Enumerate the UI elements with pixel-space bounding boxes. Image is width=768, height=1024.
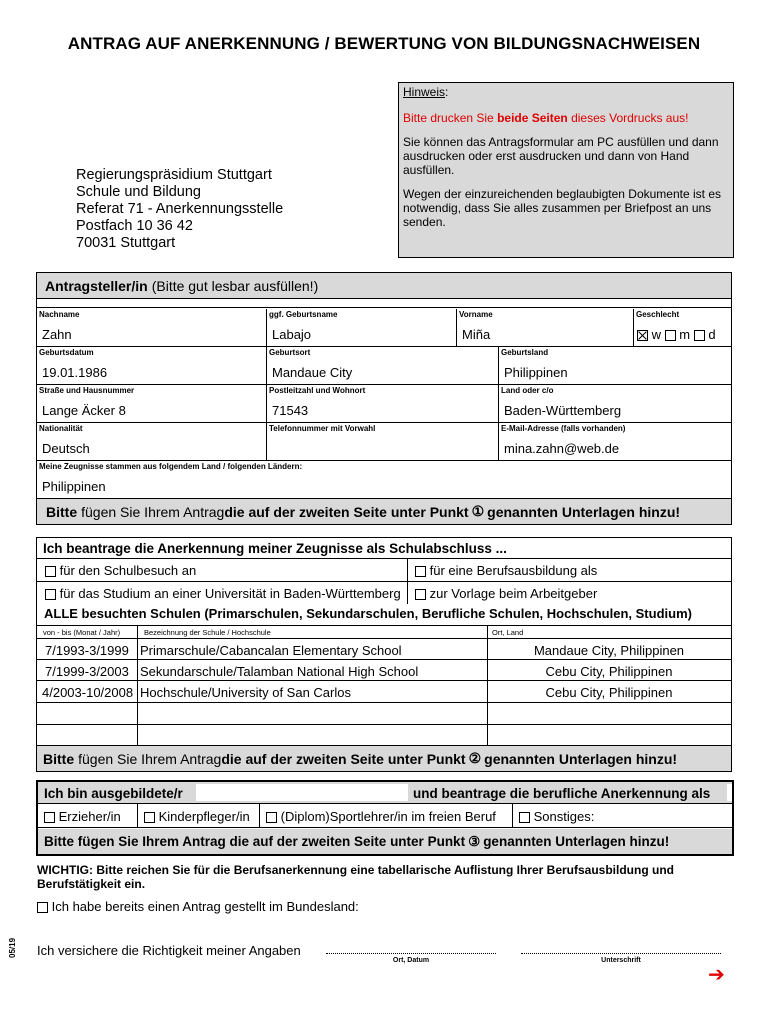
hint-heading-colon: : [445,85,449,99]
hint-print-post: dieses Vordrucks aus! [567,111,689,125]
applicant-heading [37,273,731,299]
signature-statement: Ich versichere die Richtigkeit meiner Angaben [37,943,301,958]
schulbesuch-checkbox[interactable] [45,566,56,577]
vocation-input[interactable] [196,784,408,801]
hint-para-pc: Sie können das Antragsformular am PC ausfüllen und dann ausdrucken oder erst ausdrucken und dann von Hand ausfüllen. [403,135,719,177]
option-erzieher[interactable] [44,809,121,824]
gender-w-checkbox[interactable] [637,330,648,341]
gender-m-checkbox[interactable] [665,330,676,341]
option-schulbesuch[interactable] [45,563,196,578]
hint-para-mail: Wegen der einzureichenden beglaubigten Dokumente ist es notwendig, dass Sie alles zusammen per Briefpost an uns senden. [403,187,721,229]
label-nachname: Nachname [39,310,80,319]
note2-post: genannten Unterlagen hinzu! [484,750,678,767]
row-line [37,724,731,725]
label-email: E-Mail-Adresse (falls vorhanden) [501,424,626,433]
school-row-dates[interactable]: 7/1999-3/2003 [45,664,129,679]
school-row-location[interactable]: Mandaue City, Philippinen [533,643,685,658]
schulbesuch-label: für den Schulbesuch an [59,563,197,578]
options-divider [512,804,513,828]
erzieher-label: Erzieher/in [58,809,121,824]
note3-post: genannten Unterlagen hinzu! [483,834,670,849]
note3-text: Bitte fügen Sie Ihrem Antrag die auf der zweiten Seite unter Punkt [44,834,466,849]
address-line: 70031 Stuttgart [76,235,176,251]
arbeitgeber-checkbox[interactable] [415,589,426,600]
value-zeugnisse: Philippinen [42,479,106,494]
erzieher-checkbox[interactable] [44,812,55,823]
vocation-heading-gap [727,784,732,801]
field-plz-wohnort[interactable] [267,385,499,423]
applicant-documents-note [37,499,731,524]
school-options-row1 [37,559,731,582]
field-geschlecht [634,309,731,347]
form-title: ANTRAG AUF ANERKENNUNG / BEWERTUNG VON BILDUNGSNACHWEISEN [67,34,701,53]
bundesland-label: Ich habe bereits einen Antrag gestellt im Bundesland: [51,899,359,914]
options-divider [259,804,260,828]
field-geburtsname[interactable] [267,309,457,347]
hint-heading: Hinweis [403,85,446,99]
gender-w-label: w [651,327,662,342]
signature-line[interactable] [521,953,721,954]
vocation-documents-note [38,829,732,854]
col-header-dates: von - bis (Monat / Jahr) [43,628,121,637]
field-strasse[interactable] [37,385,267,423]
col-header-school: Bezeichnung der Schule / Hochschule [144,628,271,637]
school-heading: Ich beantrage die Anerkennung meiner Zeugnisse als Schulabschluss ... [37,538,731,559]
address-line: Referat 71 - Anerkennungsstelle [76,201,284,217]
applicant-heading-note: (Bitte gut lesbar ausfüllen!) [151,277,319,294]
field-geburtsland[interactable] [499,347,731,385]
option-arbeitgeber[interactable] [415,586,597,601]
vocation-heading-left: Ich bin ausgebildete/r [44,786,183,801]
field-email[interactable] [499,423,731,461]
note1-post: genannten Unterlagen hinzu! [487,503,681,520]
school-row-name[interactable]: Hochschule/University of San Carlos [140,685,351,700]
sportlehrer-checkbox[interactable] [266,812,277,823]
important-note: WICHTIG: Bitte reichen Sie für die Berufsanerkennung eine tabellarische Auflistung Ihrer Berufsausbildung und Berufstätigkeit ein. [37,863,674,891]
hint-box [398,82,734,258]
note1-bold: die auf der zweiten Seite unter Punkt [224,503,469,520]
applicant-heading-label: Antragsteller/in [45,277,148,294]
sonstiges-checkbox[interactable] [519,812,530,823]
value-geburtsland: Philippinen [504,365,568,380]
option-sonstiges[interactable] [519,809,594,824]
vocation-heading [38,782,732,804]
signature-label: Unterschrift [601,957,641,964]
label-plz: Postleitzahl und Wohnort [269,386,366,395]
note2-bold: die auf der zweiten Seite unter Punkt [221,750,466,767]
label-land: Land oder c/o [501,386,554,395]
label-vorname: Vorname [459,310,493,319]
hint-print-pre: Bitte drucken Sie [403,111,498,125]
row-line [37,680,731,681]
label-strasse: Straße und Hausnummer [39,386,135,395]
place-date-label: Ort, Datum [392,957,430,964]
note1-number: ① [471,503,485,519]
option-kinderpfleger[interactable] [144,809,250,824]
row-line [37,638,731,639]
label-nationalitaet: Nationalität [39,424,83,433]
recipient-address [76,167,283,252]
school-row-location[interactable]: Cebu City, Philippinen [545,685,673,700]
place-date-line[interactable] [326,953,496,954]
value-vorname: Miña [462,327,491,342]
arbeitgeber-label: zur Vorlage beim Arbeitgeber [429,586,598,601]
studium-label: für das Studium an einer Universität in Baden-Württemberg [59,586,401,601]
note3-number: ③ [468,833,481,849]
options-divider [137,804,138,828]
vocation-options [38,804,732,828]
school-section [36,537,732,772]
value-email: mina.zahn@web.de [504,441,620,456]
note1-pre: Bitte [46,503,78,520]
value-nachname: Zahn [42,327,72,342]
kinderpfleger-label: Kinderpfleger/in [158,809,250,824]
field-nationalitaet[interactable] [37,423,267,461]
option-sportlehrer[interactable] [266,809,496,824]
schools-table [37,625,731,749]
field-geburtsort[interactable] [267,347,499,385]
note2-pre: Bitte [43,750,75,767]
value-nationalitaet: Deutsch [42,441,90,456]
field-vorname[interactable] [457,309,634,347]
address-line: Schule und Bildung [76,184,201,200]
row-line [37,702,731,703]
value-strasse: Lange Äcker 8 [42,403,126,418]
applicant-section [36,272,732,525]
hint-print-notice [403,111,729,125]
school-row-location[interactable]: Cebu City, Philippinen [545,664,673,679]
gender-m-label: m [679,327,691,342]
row-line [37,659,731,660]
version-label: 05/19 [8,937,17,958]
school-row-name[interactable]: Primarschule/Cabancalan Elementary School [140,643,402,658]
address-line: Regierungspräsidium Stuttgart [76,167,272,183]
gender-d-label: d [708,327,716,342]
school-row-name[interactable]: Sekundarschule/Talamban National High School [140,664,419,679]
field-geburtsdatum[interactable] [37,347,267,385]
sonstiges-label: Sonstiges: [533,809,595,824]
vocation-section [36,780,734,856]
field-nachname[interactable] [37,309,267,347]
label-telefon: Telefonnummer mit Vorwahl [269,424,376,433]
value-plz: 71543 [272,403,309,418]
value-geburtsdatum: 19.01.1986 [42,365,108,380]
note2-mid: fügen Sie Ihrem Antrag [78,750,222,767]
label-geburtsland: Geburtsland [501,348,549,357]
label-zeugnisse: Meine Zeugnisse stammen aus folgendem Land / folgenden Ländern: [39,462,303,471]
berufsausbildung-checkbox[interactable] [415,566,426,577]
vocation-heading-right: und beantrage die berufliche Anerkennung als [413,786,711,801]
value-geburtsort: Mandaue City [272,365,353,380]
kinderpfleger-checkbox[interactable] [144,812,155,823]
berufsausbildung-label: für eine Berufsausbildung als [429,563,598,578]
label-geburtsdatum: Geburtsdatum [39,348,94,357]
note2-number: ② [468,750,482,766]
field-land[interactable] [499,385,731,423]
all-schools-heading: ALLE besuchten Schulen (Primarschulen, Sekundarschulen, Berufliche Schulen, Hochschulen, Studium) [44,606,692,621]
label-geschlecht: Geschlecht [636,310,680,319]
school-options-row2 [37,582,731,604]
label-geburtsort: Geburtsort [269,348,311,357]
spacer-row [37,299,731,308]
school-row-dates[interactable]: 7/1993-3/1999 [45,643,129,658]
option-berufsausbildung[interactable] [415,563,597,578]
value-geburtsname: Labajo [272,327,312,342]
school-documents-note [37,745,731,771]
hint-print-bold: beide Seiten [497,111,568,125]
field-zeugnis-laender[interactable] [37,461,731,499]
col-divider [137,626,138,750]
field-telefon[interactable] [267,423,499,461]
col-header-location: Ort, Land [492,628,524,637]
gender-d-checkbox[interactable] [694,330,705,341]
bundesland-checkbox[interactable] [37,902,48,913]
value-land: Baden-Württemberg [504,403,622,418]
school-row-dates[interactable]: 4/2003-10/2008 [42,685,134,700]
option-bundesland[interactable] [37,899,359,914]
label-geburtsname: ggf. Geburtsname [269,310,338,319]
studium-checkbox[interactable] [45,589,56,600]
option-studium[interactable] [45,586,401,601]
next-page-arrow-icon[interactable]: ➔ [708,962,725,986]
address-line: Postfach 10 36 42 [76,218,193,234]
note1-mid: fügen Sie Ihrem Antrag [81,503,225,520]
sportlehrer-label: (Diplom)Sportlehrer/in im freien Beruf [280,809,496,824]
